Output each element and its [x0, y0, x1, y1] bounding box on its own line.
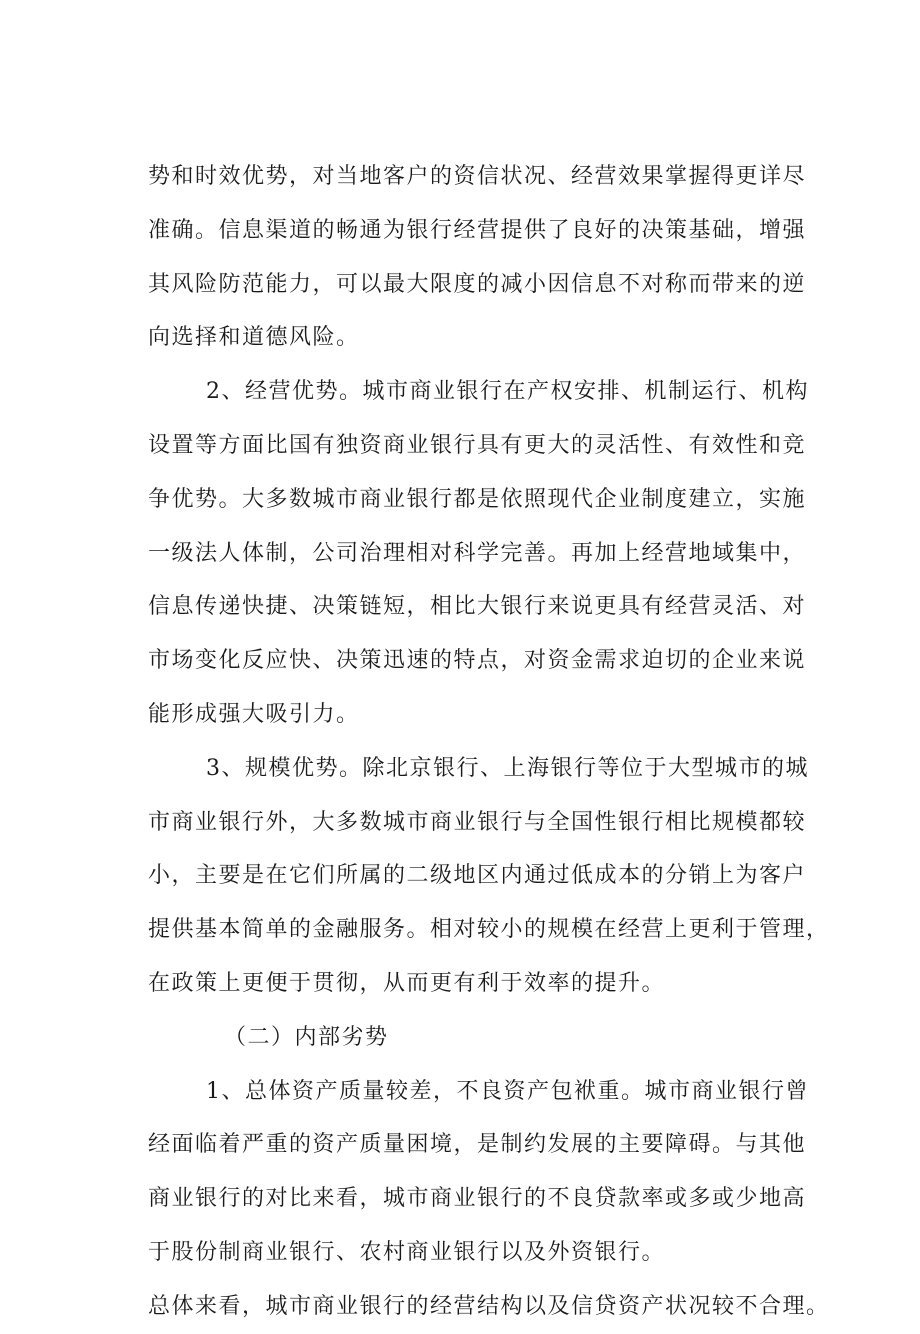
text-line: 争优势。大多数城市商业银行都是依照现代企业制度建立，实施 — [148, 486, 807, 512]
text-line: 小，主要是在它们所属的二级地区内通过低成本的分销上为客户 — [148, 863, 807, 889]
text-line: 于股份制商业银行、农村商业银行以及外资银行。 — [148, 1239, 666, 1265]
text-line: 设置等方面比国有独资商业银行具有更大的灵活性、有效性和竞 — [148, 432, 807, 458]
text-line: 市商业银行外，大多数城市商业银行与全国性银行相比规模都较 — [148, 809, 807, 835]
paragraph-first-line: 1、总体资产质量较差，不良资产包袱重。城市商业银行曾 — [206, 1078, 809, 1104]
text-line: 在政策上更便于贯彻，从而更有利于效率的提升。 — [148, 970, 666, 996]
text-line: 经面临着严重的资产质量困境，是制约发展的主要障碍。与其他 — [148, 1132, 807, 1158]
text-line: 准确。信息渠道的畅通为银行经营提供了良好的决策基础，增强 — [148, 217, 807, 243]
text-line: 提供基本简单的金融服务。相对较小的规模在经营上更利于管理， — [148, 917, 830, 943]
text-line: 信息传递快捷、决策链短，相比大银行来说更具有经营灵活、对 — [148, 594, 807, 620]
text-line: 其风险防范能力，可以最大限度的减小因信息不对称而带来的逆 — [148, 271, 807, 297]
text-line: 向选择和道德风险。 — [148, 325, 360, 351]
text-line: 势和时效优势，对当地客户的资信状况、经营效果掌握得更详尽 — [148, 164, 807, 189]
paragraph-first-line: 3、规模优势。除北京银行、上海银行等位于大型城市的城 — [206, 755, 809, 781]
text-line: 总体来看，城市商业银行的经营结构以及信贷资产状况较不合理。 — [148, 1293, 830, 1319]
text-line: 商业银行的对比来看，城市商业银行的不良贷款率或多或少地高 — [148, 1186, 807, 1212]
body-text — [148, 150, 828, 1334]
section-heading: （二）内部劣势 — [224, 1024, 389, 1050]
text-line: 能形成强大吸引力。 — [148, 701, 360, 727]
text-line: 市场变化反应快、决策迅速的特点，对资金需求迫切的企业来说 — [148, 648, 807, 674]
text-line: 一级法人体制，公司治理相对科学完善。再加上经营地域集中， — [148, 540, 807, 566]
paragraph-first-line: 2、经营优势。城市商业银行在产权安排、机制运行、机构 — [206, 379, 809, 405]
